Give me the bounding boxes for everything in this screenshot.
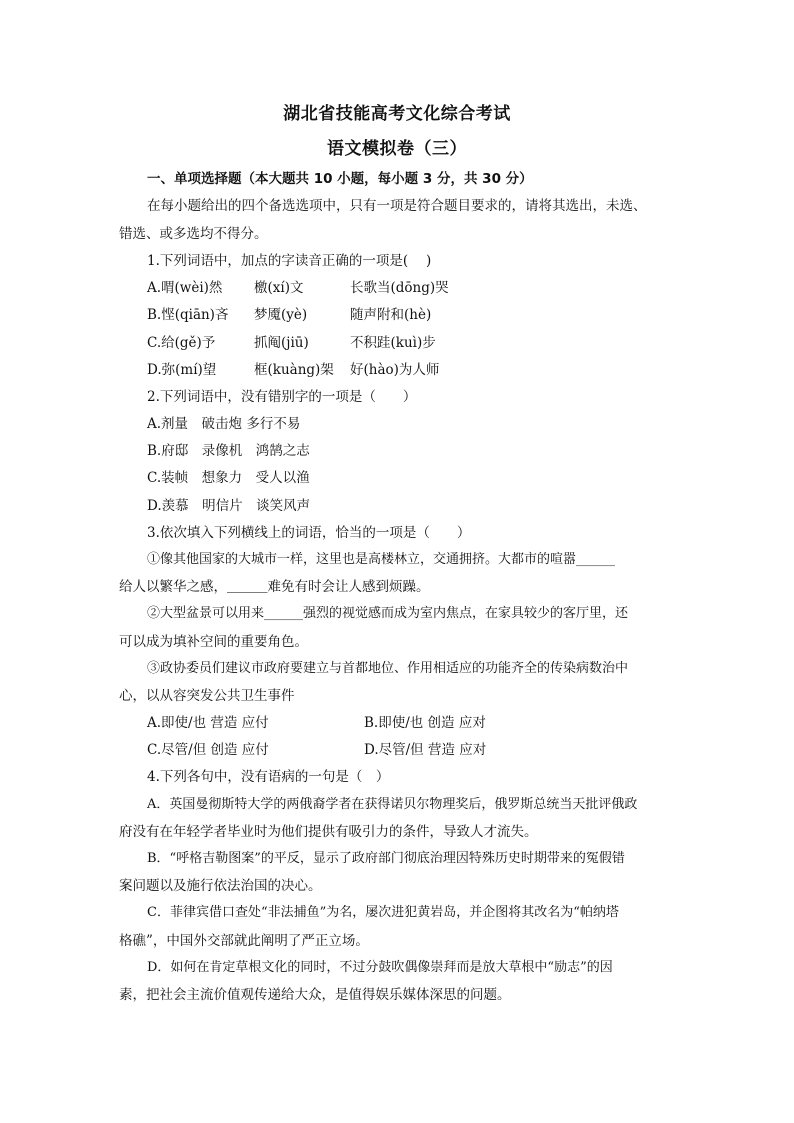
q4-option-d: D．如何在肯定草根文化的同时，不过分鼓吹偶像崇拜而是放大草根中“励志”的因 — [147, 960, 613, 975]
section-heading: 一、单项选择题（本大题共 10 小题，每小题 3 分，共 30 分） — [147, 171, 533, 187]
q4-option-a: A．英国曼彻斯特大学的两俄裔学者在获得诺贝尔物理奖后，俄罗斯总统当天批评俄政 — [147, 797, 638, 812]
q4-option-d-cont: 素，把社会主流价值观传递给大众，是值得娱乐媒体深思的问题。 — [119, 987, 511, 1003]
q1-option-b-word2: 梦魇(yè) — [254, 307, 308, 323]
q3-option-d: D.尽管/但 营造 应对 — [364, 742, 487, 758]
q2-option-d: D.羡慕 明信片 谈笑风声 — [147, 498, 311, 514]
question-3-stem: 3.依次填入下列横线上的词语，恰当的一项是（ ） — [147, 525, 471, 541]
q4-option-c-cont: 格礁”，中国外交部就此阐明了严正立场。 — [119, 933, 369, 949]
exam-subtitle: 语文模拟卷（三） — [327, 139, 467, 159]
question-2-stem: 2.下列词语中，没有错别字的一项是（ ） — [147, 389, 417, 405]
q3-passage-3-cont: 心，以从容突发公共卫生事件 — [119, 688, 295, 704]
q4-option-c: C．菲律宾借口查处“非法捕鱼”为名，屡次进犯黄岩岛，并企图将其改名为“帕纳塔 — [147, 905, 619, 920]
question-4-stem: 4.下列各句中，没有语病的一句是（ ） — [147, 769, 390, 785]
q3-option-a: A.即使/也 营造 应付 — [147, 715, 269, 731]
q1-option-c-word3: 不积跬(kuì)步 — [350, 335, 436, 351]
q2-option-a: A.剂量 破击炮 多行不易 — [147, 416, 301, 432]
q3-passage-1: ①像其他国家的大城市一样，这里也是高楼林立，交通拥挤。大都市的喧嚣______ — [147, 552, 616, 567]
q3-passage-2: ②大型盆景可以用来______强烈的视觉感而成为室内焦点，在家具较少的客厅里，还 — [147, 606, 629, 621]
q1-option-c-word2: 抓阄(jiū) — [254, 335, 309, 351]
question-1-stem: 1.下列词语中，加点的字读音正确的一项是( ) — [147, 253, 432, 269]
q3-option-c: C.尽管/但 创造 应付 — [147, 742, 269, 758]
q1-option-d-word1: D.弥(mí)望 — [147, 362, 217, 378]
q2-option-b: B.府邸 录像机 鸿鹄之志 — [147, 443, 310, 459]
q1-option-a-word1: A.喟(wèi)然 — [147, 280, 223, 296]
exam-title: 湖北省技能高考文化综合考试 — [283, 104, 511, 124]
q3-option-b: B.即使/也 创造 应对 — [364, 715, 486, 731]
q1-option-b-word3: 随声附和(hè) — [350, 307, 432, 323]
q1-option-a-word2: 檄(xí)文 — [254, 280, 304, 296]
q2-option-c: C.装帧 想象力 受人以渔 — [147, 470, 310, 486]
q4-option-a-cont: 府没有在年轻学者毕业时为他们提供有吸引力的条件，导致人才流失。 — [119, 824, 538, 840]
q4-option-b-cont: 案问题以及施行依法治国的决心。 — [119, 878, 322, 894]
q3-passage-3: ③政协委员们建议市政府要建立与首都地位、作用相适应的功能齐全的传染病数治中 — [147, 661, 629, 676]
q1-option-b-word1: B.悭(qiān)吝 — [147, 307, 229, 323]
q1-option-d-word2: 框(kuàng)架 — [254, 362, 334, 378]
q1-option-a-word3: 长歌当(dōng)哭 — [350, 280, 449, 296]
section-intro-line: 错选、或多选均不得分。 — [119, 226, 268, 242]
q4-option-b: B．“呼格吉勒图案”的平反，显示了政府部门彻底治理因特殊历史时期带来的冤假错 — [147, 851, 625, 866]
q1-option-c-word1: C.给(gě)予 — [147, 335, 216, 351]
q3-passage-1-cont: 给人以繁华之感，＿＿＿难免有时会让人感到烦躁。 — [119, 579, 430, 595]
section-intro-line: 在每小题给出的四个备选选项中，只有一项是符合题目要求的，请将其选出，未选、 — [147, 198, 647, 214]
q3-passage-2-cont: 可以成为填补空间的重要角色。 — [119, 634, 308, 650]
q1-option-d-word3: 好(hào)为人师 — [350, 362, 440, 378]
